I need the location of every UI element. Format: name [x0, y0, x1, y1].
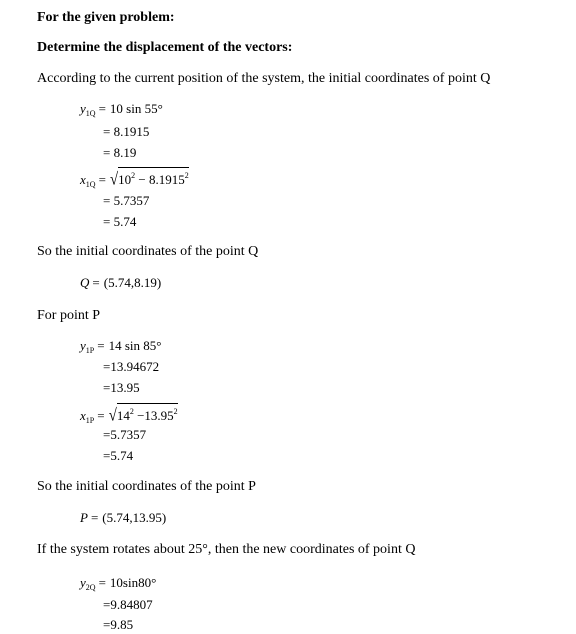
y1q-rhs: 10 sin 55°: [109, 101, 163, 116]
sub-1q: 1Q: [85, 109, 96, 118]
p-result: P = (5.74,13.95): [80, 510, 167, 525]
eq-x1p: $x_{1P} = √14^2 -13.95^2$: [80, 403, 178, 429]
so-q-text: So the initial coordinates of the point Q: [37, 244, 259, 259]
radicand-b-p: 13.95: [144, 408, 174, 423]
x1p-step2: =5.74: [103, 448, 134, 463]
q-result-rhs: (5.74,8.19): [103, 275, 162, 290]
sub-1q-x: 1Q: [85, 180, 96, 189]
eq-y2q: $y_{2Q} = 10\sin 80^\circ$: [80, 575, 157, 592]
y2q-rhs: 10sin80°: [109, 575, 157, 590]
y1q-step2: = 8.19: [103, 145, 137, 160]
intro-text: According to the current position of the system, the initial coordinates of point Q: [37, 71, 491, 86]
x1q-step1: = 5.7357: [103, 193, 150, 208]
radicand-a: 10: [118, 172, 132, 187]
x1p-step1: =5.7357: [103, 427, 147, 442]
y1q-step1: = 8.1915: [103, 124, 150, 139]
sub-1p: 1P: [85, 346, 95, 355]
var-y-2q: y: [80, 575, 86, 590]
rotate-text: If the system rotates about 25°, then the new coordinates of point Q: [37, 542, 416, 557]
p-result-lhs: P: [80, 510, 88, 525]
q-result-lhs: Q: [80, 275, 90, 290]
y1p-rhs: 14 sin 85°: [108, 338, 162, 353]
y1p-step1: =13.94672: [103, 359, 160, 374]
q-result: Q = (5.74,8.19): [80, 275, 162, 290]
var-y-p: y: [80, 338, 86, 353]
var-y: y: [80, 101, 86, 116]
var-x-p: x: [80, 408, 86, 423]
sqrt-expression: $√10^2 - 8.1915^2$: [110, 167, 189, 188]
var-x: x: [80, 172, 86, 187]
radicand-b: 8.1915: [148, 172, 185, 187]
y2q-step2: =9.85: [103, 617, 134, 632]
p-result-rhs: (5.74,13.95): [102, 510, 167, 525]
eq-y1q: $y_{1Q} = 10$ sin 55°: [80, 101, 163, 118]
so-p-text: So the initial coordinates of the point P: [37, 479, 256, 494]
y1p-step2: =13.95: [103, 380, 140, 395]
x1q-step2: = 5.74: [103, 214, 137, 229]
radicand-a-p: 14: [116, 408, 130, 423]
sqrt-expression-p: $√14^2 -13.95^2$: [109, 403, 178, 424]
eq-y1p: $y_{1P} = 14$ sin 85°: [80, 338, 162, 355]
heading-problem: For the given problem:: [37, 10, 175, 25]
heading-determine: Determine the displacement of the vectors:: [37, 40, 293, 55]
sub-1p-x: 1P: [85, 416, 95, 425]
sub-2q: 2Q: [85, 583, 96, 592]
eq-x1q: $x_{1Q} = √10^2 - 8.1915^2$: [80, 167, 189, 193]
for-p-text: For point P: [37, 308, 101, 323]
y2q-step1: =9.84807: [103, 597, 153, 612]
